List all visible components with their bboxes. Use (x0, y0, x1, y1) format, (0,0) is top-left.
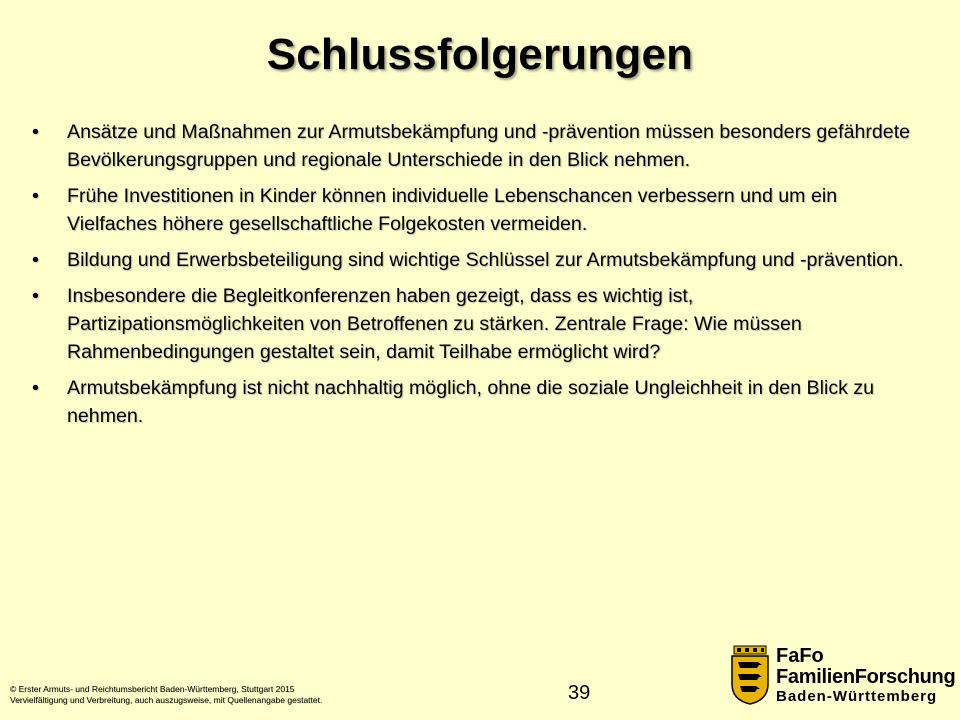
bullet-item (32, 246, 932, 274)
copyright-notice (10, 684, 322, 706)
fafo-logo (728, 644, 956, 710)
bullet-item (32, 282, 932, 366)
coat-of-arms-icon (728, 644, 772, 706)
bullet-list (32, 118, 932, 438)
bullet-item (32, 182, 932, 238)
bullet-text: Ansätze und Maßnahmen zur Armutsbekämpfung und -prävention müssen besonders gefährdete Bevölkerungsgruppen und regionale Unterschiede in den Blick nehmen. (67, 121, 911, 171)
bullet-marker: • (32, 285, 39, 307)
page-number: 39 (568, 682, 591, 704)
logo-text-baden-wuerttemberg: Baden-Württemberg (776, 688, 938, 705)
bullet-text: Bildung und Erwerbsbeteiligung sind wichtige Schlüssel zur Armutsbekämpfung und -prävention. (67, 249, 904, 271)
bullet-item (32, 374, 932, 430)
logo-text-fafo: FaFo (776, 645, 824, 667)
bullet-marker: • (32, 185, 39, 207)
bullet-text: Insbesondere die Begleitkonferenzen haben gezeigt, dass es wichtig ist, Partizipationsmöglichkeiten von Betroffenen zu stärken. Zentrale Frage: Wie müssen Rahmenbedingungen gestaltet sein, damit Teilhabe ermöglicht wird? (67, 285, 802, 363)
bullet-marker: • (32, 121, 39, 143)
copyright-line-2: Vervielfältigung und Verbreitung, auch auszugsweise, mit Quellenangabe gestattet. (10, 695, 323, 705)
bullet-marker: • (32, 249, 39, 271)
copyright-line-1: © Erster Armuts- und Reichtumsbericht Baden-Württemberg, Stuttgart 2015 (10, 684, 295, 694)
bullet-item (32, 118, 932, 174)
bullet-text: Frühe Investitionen in Kinder können individuelle Lebenschancen verbessern und um ein Vielfaches höhere gesellschaftliche Folgekosten vermeiden. (67, 185, 838, 235)
logo-text-familienforschung: FamilienForschung (776, 666, 956, 688)
slide-title: Schlussfolgerungen (266, 30, 694, 79)
bullet-marker: • (32, 377, 39, 399)
bullet-text: Armutsbekämpfung ist nicht nachhaltig möglich, ohne die soziale Ungleichheit in den Blick zu nehmen. (67, 377, 875, 427)
